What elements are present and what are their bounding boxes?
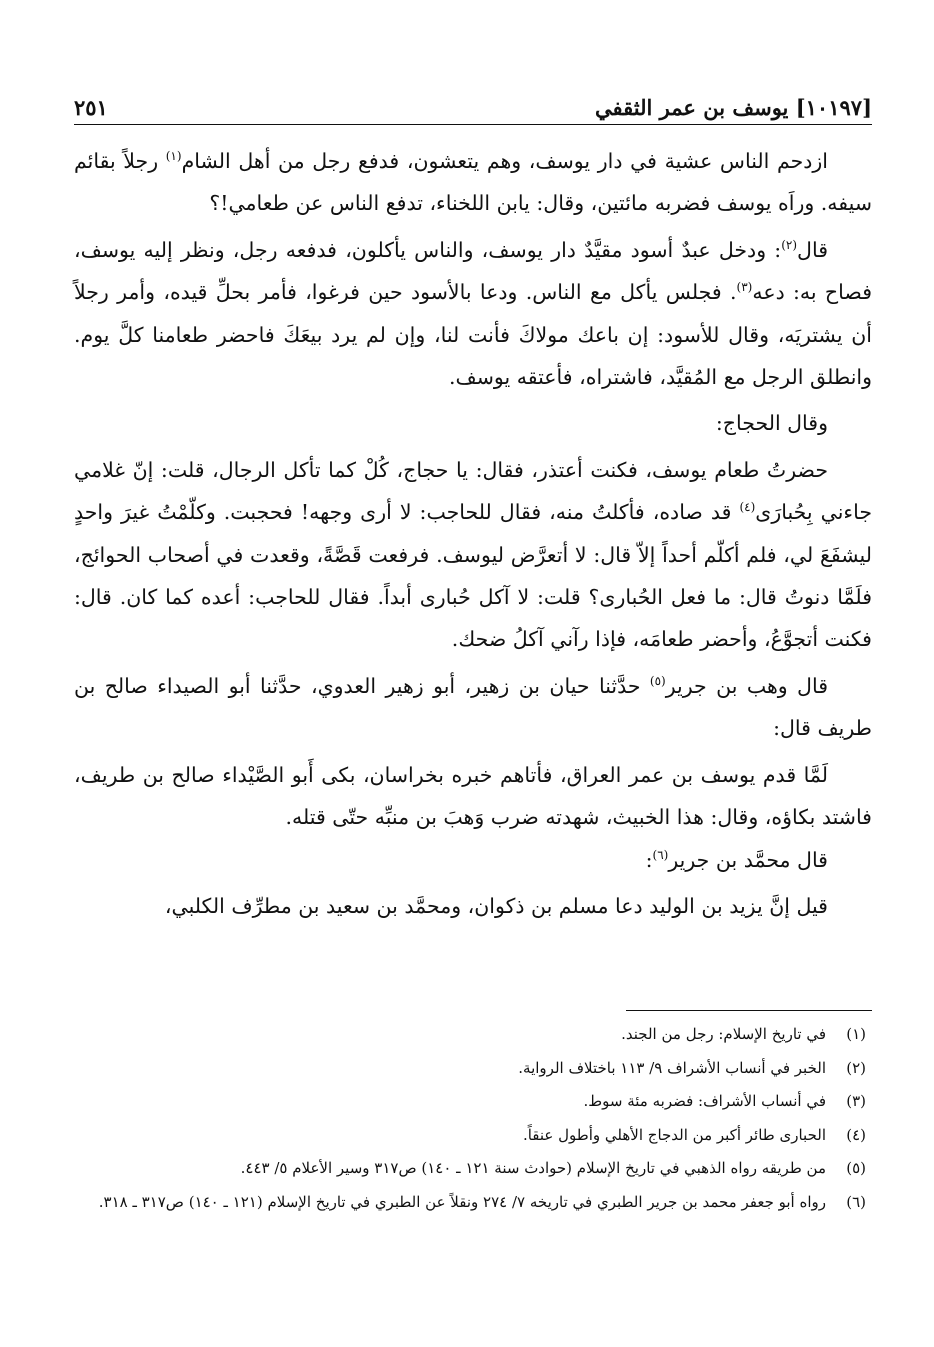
footnote-number: (٦) xyxy=(846,1192,866,1211)
paragraph-text: قال محمَّد بن جرير xyxy=(668,847,828,872)
footnote-number: (٢) xyxy=(846,1058,866,1077)
page-header xyxy=(74,80,872,125)
footnote-ref-3: (٣) xyxy=(736,280,753,295)
paragraph-text: : ودخل عبدٌ أسود مقيَّدٌ دار يوسف، والناس يأكلون، فدفعه رجل، ونظر إليه يوسف، فصاح به: دعه xyxy=(74,237,872,305)
paragraph-text: حدَّثنا حيان بن زهير، أبو زهير العدوي، حدَّثنا أبو الصيداء صالح بن طريف قال: xyxy=(74,673,872,741)
footnote-text: رواه أبو جعفر محمد بن جرير الطبري في تاريخه ٧/ ٢٧٤ ونقلاً عن الطبري في تاريخ الإسلام (١٢١ ـ ١٤٠) ص٣١٧ ـ ٣١٨. xyxy=(98,1192,826,1211)
footnote-ref-2: (٢) xyxy=(781,237,798,252)
paragraph-5 xyxy=(74,665,872,750)
footnotes xyxy=(74,1024,872,1226)
footnote-5 xyxy=(74,1158,872,1178)
footnote-text: الخبر في أنساب الأشراف ٩/ ١١٣ باختلاف الرواية. xyxy=(518,1058,826,1077)
page-number: ٢٥١ xyxy=(74,95,108,120)
footnote-text: في أنساب الأشراف: فضربه مئة سوط. xyxy=(583,1092,826,1111)
paragraph-1 xyxy=(74,140,872,225)
footnote-text: الحبارى طائر أكبر من الدجاج الأهلي وأطول عنقاً. xyxy=(522,1125,826,1144)
paragraph-text: وقال الحجاج: xyxy=(715,411,828,436)
paragraph-text: ازدحم الناس عشية في دار يوسف، وهم يتعشون، فدفع رجل من أهل الشام xyxy=(181,149,828,173)
paragraph-2 xyxy=(74,229,872,399)
paragraph-7 xyxy=(74,839,872,881)
main-text xyxy=(74,140,872,927)
paragraph-8 xyxy=(74,885,872,927)
footnote-number: (٣) xyxy=(846,1092,866,1111)
paragraph-text: قيل إنَّ يزيد بن الوليد دعا مسلم بن ذكوان، ومحمَّد بن سعيد بن مطرِّف الكلبي، xyxy=(164,893,828,918)
paragraph-text: قال وهب بن جرير xyxy=(665,673,828,698)
paragraph-text: رجلاً بقائم سيفه. وراَه يوسف فضربه مائتين، وقال: يابن اللخناء، تدفع الناس عن طعامي!؟ xyxy=(74,149,872,216)
paragraph-3 xyxy=(74,402,872,444)
paragraph-text: حضرتُ طعام يوسف، فكنت أعتذر، فقال: يا حجاج، كُلْ كما تأكل الرجال، قلت: إنّ غلامي جاءني بِحُبارَى xyxy=(74,457,872,525)
paragraph-text: : xyxy=(645,847,653,872)
footnote-1 xyxy=(74,1024,872,1044)
footnote-ref-6: (٦) xyxy=(652,847,669,862)
footnote-ref-5: (٥) xyxy=(649,674,666,689)
footnote-number: (١) xyxy=(846,1025,866,1043)
paragraph-6 xyxy=(74,754,872,839)
footnote-6 xyxy=(74,1192,872,1212)
footnote-number: (٥) xyxy=(846,1159,866,1178)
footnote-4 xyxy=(74,1125,872,1145)
footnote-text: في تاريخ الإسلام: رجل من الجند. xyxy=(621,1025,826,1043)
paragraph-text: قد صاده، فأكلتُ منه، فقال للحاجب: لا أرى وجهه! فحجبت. وكلّمْتُ غيرَ واحدٍ ليشفَعَ لي، فلم أكلّم أحداً إلاّ قال: لا أتعرَّض ليوسف. فرفعت قَصَّةً، وقعدت في أصحاب الحوائج، فلَمَّا دنوتُ قال: ما فعل الحُبارى؟ قلت: لا آكل حُبارى أبداً. فقال للحاجب: أعده كما كان. قال: فكنت أتجوَّعُ، وأحضر طعامَه، فإذا رآني آكلُ ضحك. xyxy=(74,500,872,652)
paragraph-4 xyxy=(74,449,872,661)
footnote-2 xyxy=(74,1058,872,1078)
footnote-number: (٤) xyxy=(846,1125,866,1144)
footnote-separator xyxy=(626,1010,872,1011)
footnote-ref-4: (٤) xyxy=(739,500,756,515)
paragraph-text: لَمَّا قدم يوسف بن عمر العراق، فأتاهم خبره بخراسان، بكى أَبو الصَّيْداء صالح بن طريف، فاشتد بكاؤه، وقال: هذا الخبيث، شهدته ضرب وَهبَ بن منبِّه حتّى قتله. xyxy=(74,762,872,830)
running-head: [١٠١٩٧] يوسف بن عمر الثقفي xyxy=(595,95,872,120)
footnote-text: من طريقه رواه الذهبي في تاريخ الإسلام (حوادث سنة ١٢١ ـ ١٤٠) ص٣١٧ وسير الأعلام ٥/ ٤٤٣. xyxy=(240,1159,826,1178)
footnote-3 xyxy=(74,1091,872,1111)
paragraph-text: قال xyxy=(797,237,828,262)
paragraph-text: . فجلس يأكل مع الناس. ودعا بالأسود حين فرغوا، فأمر بحلِّ قيده، وأمر رجلاً أن يشتريَه، وقال للأسود: إن باعك مولاكَ فأنت لنا، وإن لم يرد بيعَكَ فاحضر طعامنا كلَّ يوم. وانطلق الرجل مع المُقيَّد، فاشتراه، فأعتقه يوسف. xyxy=(74,280,872,390)
footnote-ref-1: (١) xyxy=(165,149,182,164)
